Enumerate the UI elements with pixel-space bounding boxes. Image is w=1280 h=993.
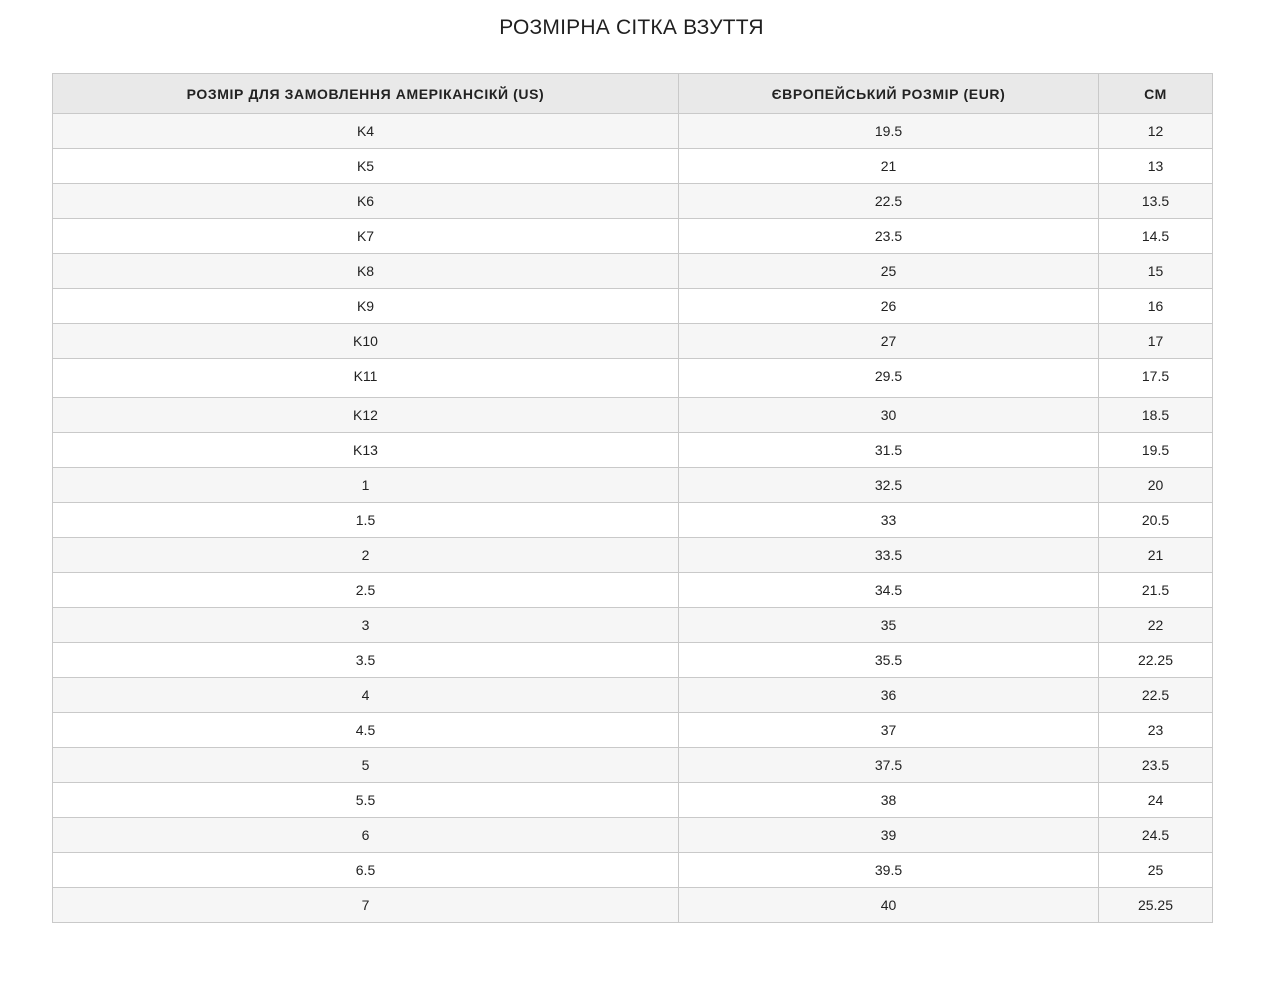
table-row bbox=[53, 433, 1213, 468]
table-row bbox=[53, 184, 1213, 219]
cell-us: K6 bbox=[53, 184, 679, 219]
cell-cm: 24 bbox=[1099, 783, 1213, 818]
table-row bbox=[53, 818, 1213, 853]
table-row bbox=[53, 853, 1213, 888]
cell-eur: 30 bbox=[679, 398, 1099, 433]
cell-eur: 32.5 bbox=[679, 468, 1099, 503]
table-row bbox=[53, 149, 1213, 184]
cell-eur: 35.5 bbox=[679, 643, 1099, 678]
cell-us: K5 bbox=[53, 149, 679, 184]
cell-us: 5 bbox=[53, 748, 679, 783]
cell-us: 3 bbox=[53, 608, 679, 643]
cell-cm: 18.5 bbox=[1099, 398, 1213, 433]
cell-us: 2 bbox=[53, 538, 679, 573]
header-us-size: РОЗМІР ДЛЯ ЗАМОВЛЕННЯ АМЕРІКАНСІКЙ (US) bbox=[53, 74, 679, 114]
cell-us: 5.5 bbox=[53, 783, 679, 818]
cell-cm: 21.5 bbox=[1099, 573, 1213, 608]
cell-cm: 12 bbox=[1099, 114, 1213, 149]
cell-us: K13 bbox=[53, 433, 679, 468]
cell-us: K8 bbox=[53, 254, 679, 289]
table-row bbox=[53, 608, 1213, 643]
table-row bbox=[53, 643, 1213, 678]
cell-eur: 34.5 bbox=[679, 573, 1099, 608]
cell-eur: 21 bbox=[679, 149, 1099, 184]
cell-cm: 20.5 bbox=[1099, 503, 1213, 538]
cell-eur: 37 bbox=[679, 713, 1099, 748]
cell-eur: 39.5 bbox=[679, 853, 1099, 888]
cell-eur: 36 bbox=[679, 678, 1099, 713]
cell-cm: 15 bbox=[1099, 254, 1213, 289]
cell-us: 2.5 bbox=[53, 573, 679, 608]
cell-cm: 19.5 bbox=[1099, 433, 1213, 468]
table-body bbox=[53, 114, 1213, 923]
table-row bbox=[53, 254, 1213, 289]
table-header bbox=[53, 74, 1213, 114]
table-row bbox=[53, 398, 1213, 433]
header-eur-size: ЄВРОПЕЙСЬКИЙ РОЗМІР (EUR) bbox=[679, 74, 1099, 114]
cell-us: 1.5 bbox=[53, 503, 679, 538]
header-row bbox=[53, 74, 1213, 114]
cell-cm: 17.5 bbox=[1099, 359, 1213, 398]
cell-eur: 26 bbox=[679, 289, 1099, 324]
cell-eur: 31.5 bbox=[679, 433, 1099, 468]
table-row bbox=[53, 888, 1213, 923]
cell-us: 4.5 bbox=[53, 713, 679, 748]
cell-us: 4 bbox=[53, 678, 679, 713]
table-row bbox=[53, 713, 1213, 748]
cell-cm: 13 bbox=[1099, 149, 1213, 184]
table-row bbox=[53, 359, 1213, 398]
table-row bbox=[53, 219, 1213, 254]
cell-us: K7 bbox=[53, 219, 679, 254]
cell-eur: 29.5 bbox=[679, 359, 1099, 398]
cell-cm: 22 bbox=[1099, 608, 1213, 643]
cell-us: K10 bbox=[53, 324, 679, 359]
table-row bbox=[53, 468, 1213, 503]
cell-us: 7 bbox=[53, 888, 679, 923]
cell-us: K4 bbox=[53, 114, 679, 149]
cell-eur: 37.5 bbox=[679, 748, 1099, 783]
cell-cm: 17 bbox=[1099, 324, 1213, 359]
cell-eur: 23.5 bbox=[679, 219, 1099, 254]
cell-us: K9 bbox=[53, 289, 679, 324]
cell-cm: 22.5 bbox=[1099, 678, 1213, 713]
header-cm: СМ bbox=[1099, 74, 1213, 114]
cell-eur: 19.5 bbox=[679, 114, 1099, 149]
cell-cm: 25.25 bbox=[1099, 888, 1213, 923]
cell-eur: 39 bbox=[679, 818, 1099, 853]
cell-us: K12 bbox=[53, 398, 679, 433]
cell-us: 6 bbox=[53, 818, 679, 853]
cell-cm: 24.5 bbox=[1099, 818, 1213, 853]
cell-cm: 16 bbox=[1099, 289, 1213, 324]
cell-eur: 38 bbox=[679, 783, 1099, 818]
table-row bbox=[53, 573, 1213, 608]
cell-cm: 23 bbox=[1099, 713, 1213, 748]
table-row bbox=[53, 538, 1213, 573]
table-row bbox=[53, 114, 1213, 149]
cell-cm: 13.5 bbox=[1099, 184, 1213, 219]
cell-eur: 22.5 bbox=[679, 184, 1099, 219]
table-row bbox=[53, 503, 1213, 538]
table-row bbox=[53, 748, 1213, 783]
cell-eur: 33 bbox=[679, 503, 1099, 538]
cell-eur: 40 bbox=[679, 888, 1099, 923]
cell-eur: 35 bbox=[679, 608, 1099, 643]
cell-eur: 25 bbox=[679, 254, 1099, 289]
cell-eur: 33.5 bbox=[679, 538, 1099, 573]
cell-cm: 14.5 bbox=[1099, 219, 1213, 254]
cell-us: K11 bbox=[53, 359, 679, 398]
page-title: РОЗМІРНА СІТКА ВЗУТТЯ bbox=[499, 16, 764, 39]
cell-cm: 21 bbox=[1099, 538, 1213, 573]
cell-cm: 25 bbox=[1099, 853, 1213, 888]
cell-cm: 22.25 bbox=[1099, 643, 1213, 678]
table-row bbox=[53, 678, 1213, 713]
cell-cm: 23.5 bbox=[1099, 748, 1213, 783]
cell-us: 6.5 bbox=[53, 853, 679, 888]
table-row bbox=[53, 324, 1213, 359]
table-row bbox=[53, 783, 1213, 818]
cell-us: 3.5 bbox=[53, 643, 679, 678]
cell-cm: 20 bbox=[1099, 468, 1213, 503]
table-row bbox=[53, 289, 1213, 324]
cell-eur: 27 bbox=[679, 324, 1099, 359]
size-chart-table bbox=[52, 73, 1213, 923]
cell-us: 1 bbox=[53, 468, 679, 503]
